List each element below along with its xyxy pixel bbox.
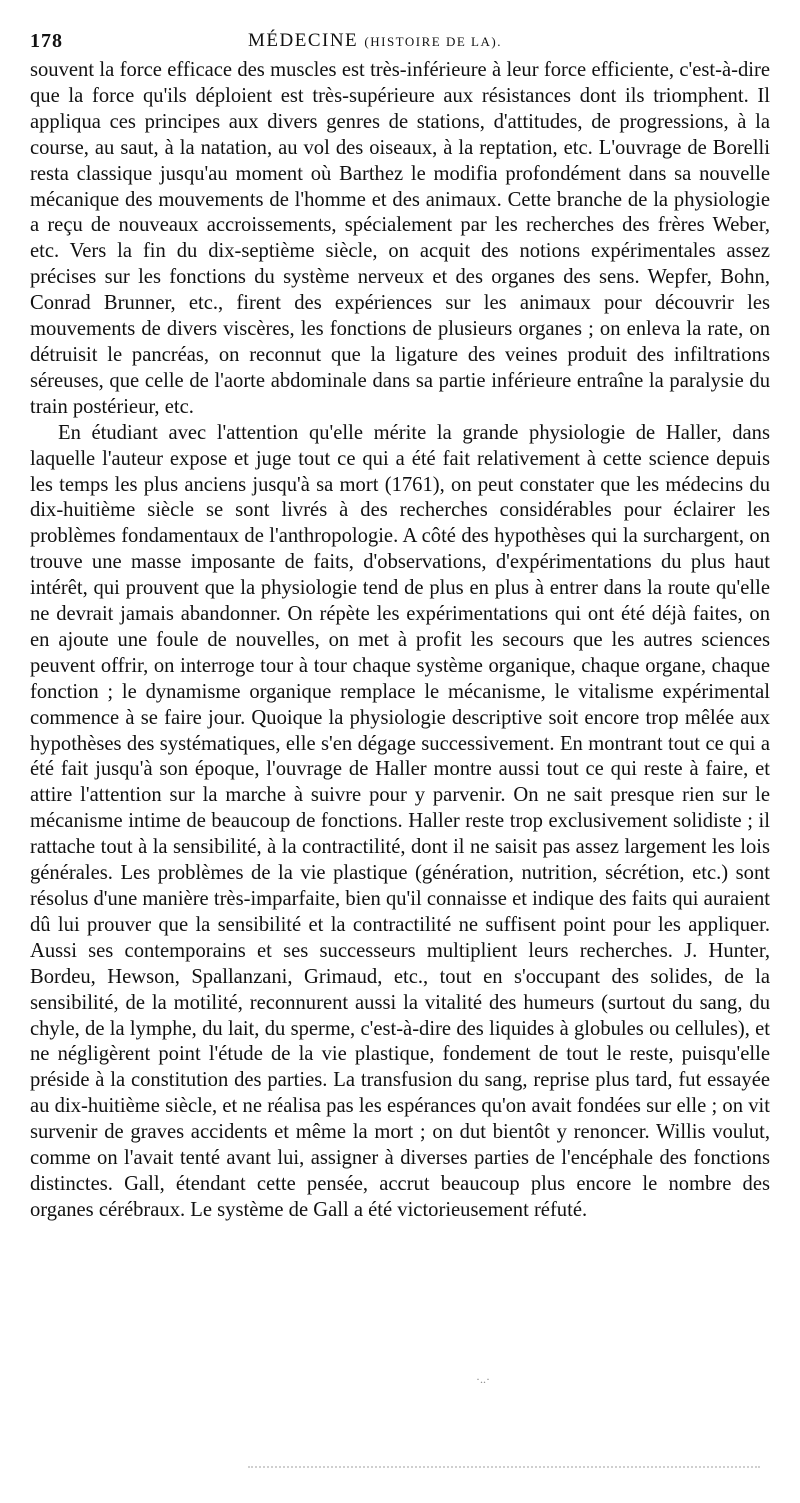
body-text — [30, 58, 770, 1224]
running-head-subtitle: (HISTOIRE DE LA). — [364, 34, 502, 49]
running-head-title — [248, 30, 502, 52]
paragraph-continued: souvent la force efficace des muscles est très-inférieure à leur force efficiente, c'est-à-dire que la force qu'ils déploient est très-supérieure aux résistances dont ils triomphent. Il appliqua ces principes aux divers genres de stations, d'attitudes, de progressions, à la course, au saut, à la natation, au vol des oiseaux, à la reptation, etc. L'ouvrage de Borelli resta classique jusqu'au moment où Barthez le modifia profondément dans sa nouvelle mécanique des mouvements de l'homme et des animaux. Cette branche de la physiologie a reçu de nouveaux accroissements, spécialement par les recherches des frères Weber, etc. Vers la fin du dix-septième siècle, on acquit des notions expérimentales assez précises sur les fonctions du système nerveux et des organes des sens. Wepfer, Bohn, Conrad Brunner, etc., firent des expériences sur les animaux pour découvrir les mouvements de divers viscères, les fonctions de plusieurs organes ; on enleva la rate, on détruisit le pancréas, on reconnut que la ligature des veines produit des infiltrations séreuses, que celle de l'aorte abdominale dans sa partie inférieure entraîne la paralysie du train postérieur, etc. — [30, 59, 770, 418]
running-head — [30, 26, 770, 56]
paragraph-haller: En étudiant avec l'attention qu'elle mérite la grande physiologie de Haller, dans laquelle l'auteur expose et juge tout ce qui a été fait relativement à cette science depuis les temps les plus anciens jusqu'à sa mort (1761), on peut constater que les médecins du dix-huitième siècle se sont livrés à des recherches considérables pour éclairer les problèmes fondamentaux de l'anthropologie. A côté des hypothèses qui la surchargent, on trouve une masse imposante de faits, d'observations, d'expérimentations du plus haut intérêt, qui prouvent que la physiologie tend de plus en plus à entrer dans la route qu'elle ne devrait jamais abandonner. On répète les expérimentations qui ont été déjà faites, on en ajoute une foule de nouvelles, on met à profit les secours que les autres sciences peuvent offrir, on interroge tour à tour chaque système organique, chaque organe, chaque fonction ; le dynamisme organique remplace le mécanisme, le vitalisme expérimental commence à se faire jour. Quoique la physiologie descriptive soit encore trop mêlée aux hypothèses des systématiques, elle s'en dégage successivement. En montrant tout ce qui a été fait jusqu'à son époque, l'ouvrage de Haller montre aussi tout ce qui reste à faire, et attire l'attention sur la marche à suivre pour y parvenir. On ne sait presque rien sur le mécanisme intime de beaucoup de fonctions. Haller reste trop exclusivement solidiste ; il rattache tout à la sensibilité, à la contractilité, dont il ne saisit pas assez largement les lois générales. Les problèmes de la vie plastique (génération, nutrition, sécrétion, etc.) sont résolus d'une manière très-imparfaite, bien qu'il connaisse et indique des faits qui auraient dû lui prouver que la sensibilité et la contractilité ne suffisent point pour les appliquer. Aussi ses contemporains et ses successeurs multiplient leurs recherches. J. Hunter, Bordeu, Hewson, Spallanzani, Grimaud, etc., tout en s'occupant des solides, de la sensibilité, de la motilité, reconnurent aussi la vitalité des humeurs (surtout du sang, du chyle, de la lymphe, du lait, du sperme, c'est-à-dire des liquides à globules ou cellules), et ne négligèrent point l'étude de la vie plastique, fondement de tout le reste, puisqu'elle préside à la constitution des parties. La transfusion du sang, reprise plus tard, fut essayée au dix-huitième siècle, et ne réalisa pas les espérances qu'on avait fondées sur elle ; on vit survenir de graves accidents et même la mort ; on dut bientôt y renoncer. Willis voulut, comme on l'avait tenté avant lui, assigner à diverses parties de l'encéphale des fonctions distinctes. Gall, étendant cette pensée, accrut beaucoup plus encore le nombre des organes cérébraux. Le système de Gall a été victorieusement réfuté. — [30, 421, 770, 1221]
running-head-main: MÉDECINE — [248, 30, 359, 51]
page-number: 178 — [30, 30, 63, 52]
document-page — [30, 26, 770, 1224]
print-speck: ·..· — [476, 1372, 490, 1386]
bleed-through-line — [248, 1466, 760, 1472]
